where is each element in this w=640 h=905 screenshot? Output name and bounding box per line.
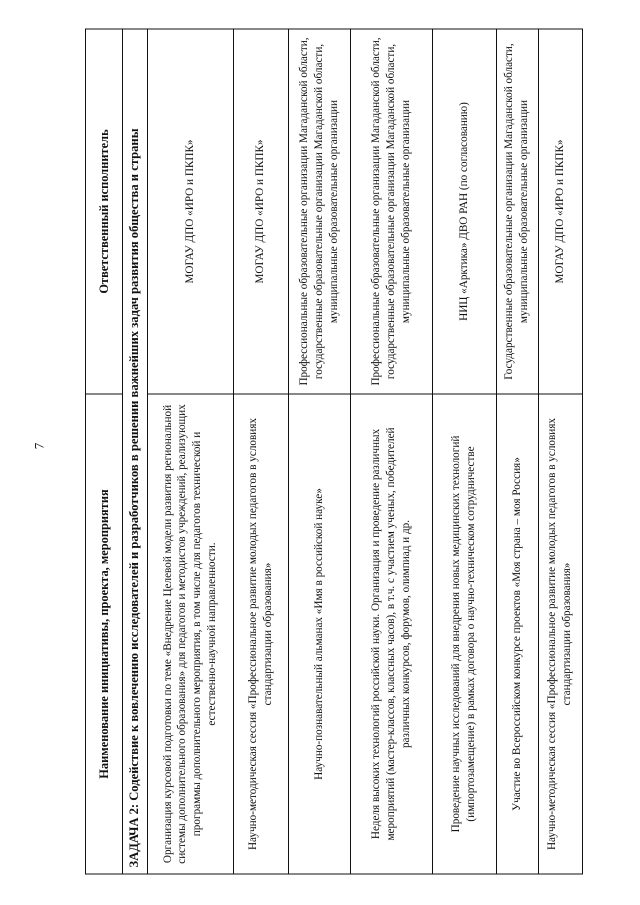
row-executor: МОГАУ ДПО «ИРО и ПКПК» xyxy=(538,29,582,394)
table-row xyxy=(538,29,582,874)
row-executor: НИЦ «Арктика» ДВО РАН (по согласованию) xyxy=(432,29,496,394)
header-executor: Ответственный исполнитель xyxy=(86,29,123,394)
row-name: Научно-познавательный альманах «Имя в российской науке» xyxy=(288,394,350,874)
table-row xyxy=(350,29,432,874)
row-name: Проведение научных исследований для внедрения новых медицинских технологий (импортозамещение) в рамках договора о научно-техническом сотрудничестве xyxy=(432,394,496,874)
row-name: Научно-методическая сессия «Профессиональное развитие молодых педагогов в условиях стандартизации образования» xyxy=(538,394,582,874)
table-row xyxy=(432,29,496,874)
row-executor: Профессиональные образовательные организации Магаданской области, государственные образовательные организации Магаданской области, муниципальные образовательные организации xyxy=(350,29,432,394)
row-name: Неделя высоких технологий российской науки. Организация и проведение различных мероприятий (мастер-классов, классных часов), в т.ч. с участием ученых, победителей различных конкурсов, форумов, олимпиад и др. xyxy=(350,394,432,874)
row-name: Организация курсовой подготовки по теме «Внедрение Целевой модели развития региональной системы дополнительного образования» для педагогов и методистов учреждений, реализующих программы дополнительного мероприятия, в том числе для педагогов технической и естественно-научной направленности. xyxy=(147,394,233,874)
row-executor: Государственные образовательные организации Магаданской области, муниципальные образовательные организации xyxy=(496,29,538,394)
row-executor: Профессиональные образовательные организации Магаданской области, государственные образовательные организации Магаданской области, муниципальные образовательные организации xyxy=(288,29,350,394)
row-name: Участие во Всероссийском конкурсе проектов «Моя страна – моя Россия» xyxy=(496,394,538,874)
table-row xyxy=(233,29,288,874)
initiatives-table xyxy=(85,29,583,875)
rotated-table-container xyxy=(85,30,574,875)
page-number: 7 xyxy=(31,442,47,450)
header-name: Наименование инициативы, проекта, мероприятия xyxy=(86,394,123,874)
table-header-row xyxy=(86,29,123,874)
table-row xyxy=(147,29,233,874)
task-row xyxy=(123,29,148,874)
row-name: Научно-методическая сессия «Профессиональное развитие молодых педагогов в условиях стандартизации образования» xyxy=(233,394,288,874)
row-executor: МОГАУ ДПО «ИРО и ПКПК» xyxy=(147,29,233,394)
row-executor: МОГАУ ДПО «ИРО и ПКПК» xyxy=(233,29,288,394)
table-row xyxy=(288,29,350,874)
task-heading: ЗАДАЧА 2: Содействие к вовлечению исследователей и разработчиков в решении важнейших задач развития общества и страны xyxy=(123,29,148,874)
table-row xyxy=(496,29,538,874)
